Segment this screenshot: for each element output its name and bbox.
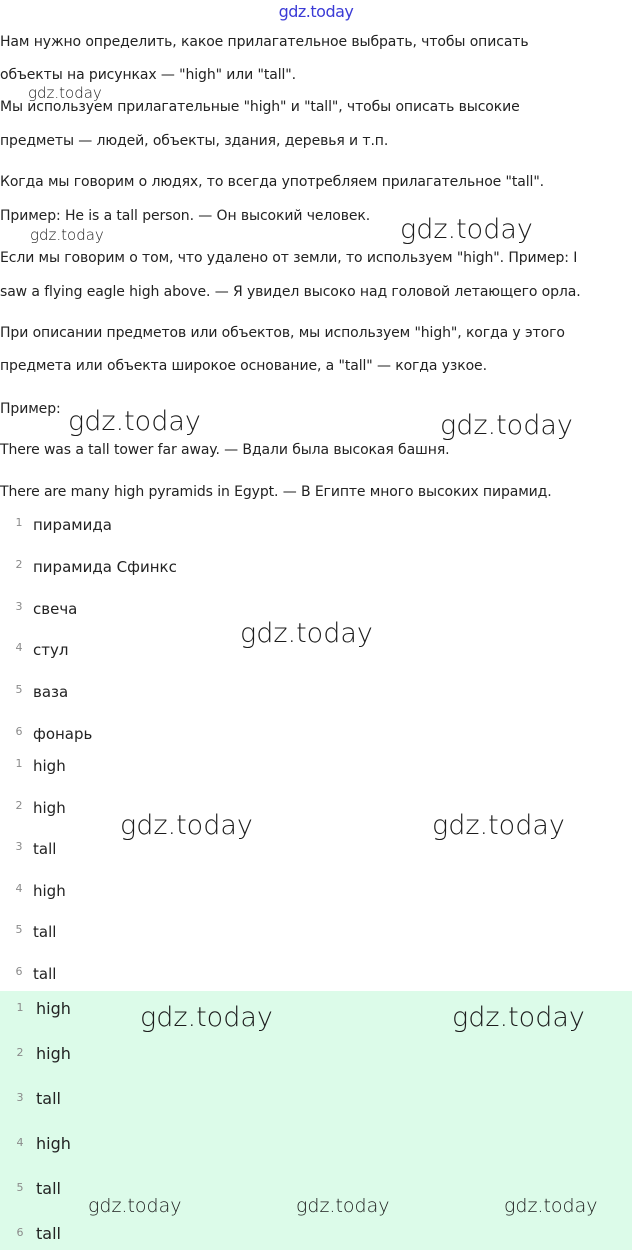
list-number: 1 xyxy=(15,757,23,770)
watermark: gdz.today xyxy=(88,1195,182,1217)
paragraph-usage-line-1: Мы используем прилагательные "high" и "tall", чтобы описать высокие xyxy=(0,99,520,115)
paragraph-intro-line-1: Нам нужно определить, какое прилагательное выбрать, чтобы описать xyxy=(0,34,529,50)
paragraph-intro-line-2: объекты на рисунках — "high" или "tall". xyxy=(0,67,296,83)
list-number: 4 xyxy=(16,1136,24,1149)
list-number: 2 xyxy=(15,558,23,571)
list-text: high xyxy=(33,799,66,817)
list-text: tall xyxy=(36,1179,61,1198)
watermark: gdz.today xyxy=(296,1195,390,1217)
watermark: gdz.today xyxy=(440,410,573,441)
paragraph-example-pyramids: There are many high pyramids in Egypt. — В Египте много высоких пирамид. xyxy=(0,484,552,500)
list-text: high xyxy=(33,757,66,775)
watermark: gdz.today xyxy=(140,1002,273,1033)
watermark: gdz.today xyxy=(30,226,104,244)
list-number: 5 xyxy=(15,923,23,936)
watermark: gdz.today xyxy=(504,1195,598,1217)
site-watermark-header: gdz.today xyxy=(278,2,354,21)
paragraph-distance-line-2: saw a flying eagle high above. — Я увидел высоко над головой летающего орла. xyxy=(0,284,581,300)
paragraph-base-line-1: При описании предметов или объектов, мы используем "high", когда у этого xyxy=(0,325,565,341)
watermark: gdz.today xyxy=(432,810,565,841)
paragraph-distance-line-1: Если мы говорим о том, что удалено от земли, то используем "high". Пример: I xyxy=(0,250,578,266)
list-text: tall xyxy=(36,1089,61,1108)
list-text: ваза xyxy=(33,683,69,701)
paragraph-people-rule: Когда мы говорим о людях, то всегда употребляем прилагательное "tall". xyxy=(0,174,545,190)
watermark: gdz.today xyxy=(240,618,373,649)
paragraph-example-tower: There was a tall tower far away. — Вдали была высокая башня. xyxy=(0,442,450,458)
list-text: пирамида Сфинкс xyxy=(33,558,177,576)
list-text: tall xyxy=(33,965,57,983)
list-number: 3 xyxy=(16,1091,24,1104)
list-number: 6 xyxy=(16,1226,24,1239)
list-number: 2 xyxy=(16,1046,24,1059)
paragraph-usage-line-2: предметы — людей, объекты, здания, деревья и т.п. xyxy=(0,133,389,149)
list-number: 1 xyxy=(15,516,23,529)
list-number: 1 xyxy=(16,1001,24,1014)
list-number: 4 xyxy=(15,641,23,654)
list-text: high xyxy=(36,1044,71,1063)
watermark: gdz.today xyxy=(400,214,533,245)
watermark: gdz.today xyxy=(452,1002,585,1033)
list-number: 3 xyxy=(15,600,23,613)
list-text: свеча xyxy=(33,600,78,618)
paragraph-people-example: Пример: He is a tall person. — Он высокий человек. xyxy=(0,208,371,224)
list-text: стул xyxy=(33,641,69,659)
list-number: 2 xyxy=(15,799,23,812)
list-text: tall xyxy=(33,923,57,941)
list-text: tall xyxy=(36,1224,61,1243)
list-number: 4 xyxy=(15,882,23,895)
paragraph-base-line-2: предмета или объекта широкое основание, а "tall" — когда узкое. xyxy=(0,358,487,374)
watermark: gdz.today xyxy=(28,84,102,102)
watermark: gdz.today xyxy=(120,810,253,841)
list-number: 5 xyxy=(16,1181,24,1194)
list-text: high xyxy=(36,999,71,1018)
list-number: 6 xyxy=(15,725,23,738)
list-text: high xyxy=(33,882,66,900)
list-number: 6 xyxy=(15,965,23,978)
list-text: high xyxy=(36,1134,71,1153)
list-text: tall xyxy=(33,840,57,858)
list-text: пирамида xyxy=(33,516,112,534)
list-text: фонарь xyxy=(33,725,93,743)
list-number: 3 xyxy=(15,840,23,853)
paragraph-example-label: Пример: xyxy=(0,401,61,417)
watermark: gdz.today xyxy=(68,406,201,437)
list-number: 5 xyxy=(15,683,23,696)
